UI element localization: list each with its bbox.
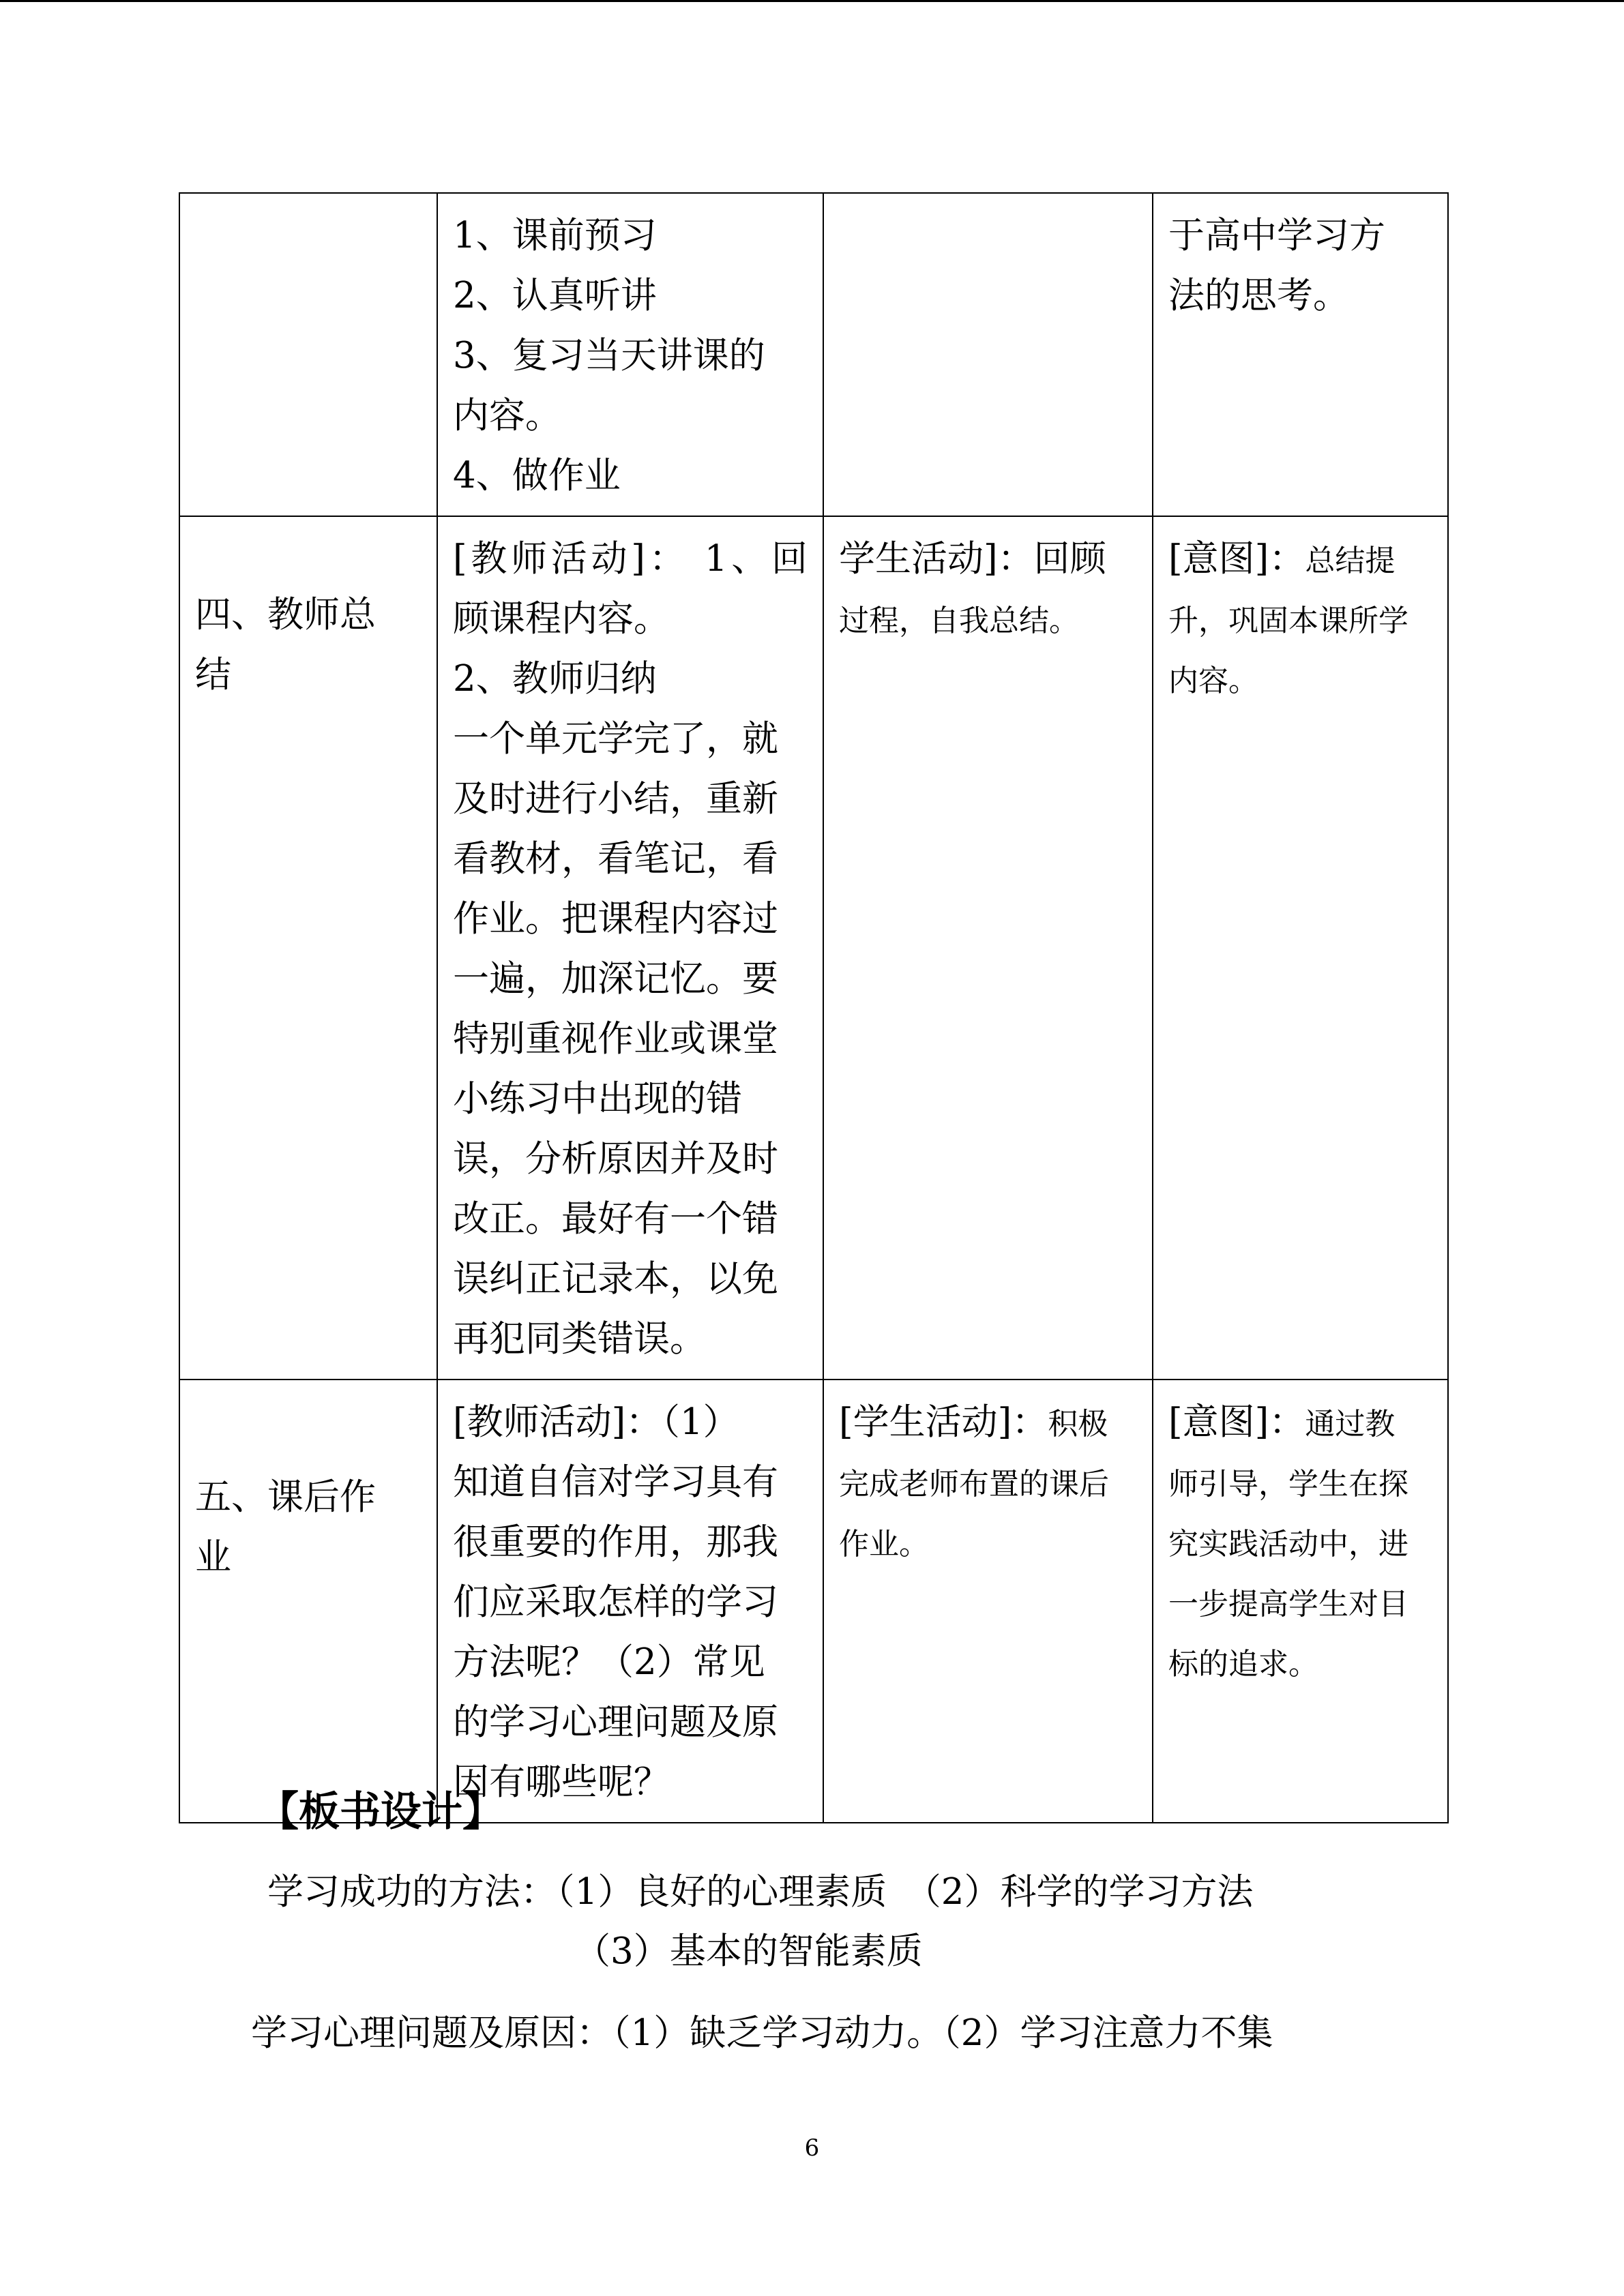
teacher-line-part: [教师活动]：: [453, 538, 690, 580]
teacher-line: 因有哪些呢？: [453, 1761, 670, 1803]
student-prefix: [学生活动]：: [839, 1401, 1048, 1443]
student-line: [839, 1392, 1137, 1455]
student-line: 作业。: [839, 1527, 929, 1562]
teacher-line: 知道自信对学习具有: [453, 1461, 778, 1503]
teacher-line-part: 1、回: [704, 538, 808, 580]
teacher-line: 方法呢？（2）常见: [453, 1641, 765, 1683]
student-activity-cell: [823, 516, 1153, 1380]
intent-line: 究实践活动中，进: [1168, 1527, 1408, 1562]
teacher-line: 误，分析原因并及时: [453, 1138, 778, 1180]
teacher-activity-cell: [437, 516, 823, 1380]
board-line-methods: 学习成功的方法：（1）良好的心理素质 （2）科学的学习方法: [267, 1871, 1254, 1913]
intent-cell: [1153, 516, 1448, 1380]
intent-prefix: [意图]：: [1168, 538, 1305, 580]
intent-line: [1168, 529, 1432, 591]
board-line-problems: 学习心理问题及原因：（1）缺乏学习动力。（2）学习注意力不集: [251, 2012, 1273, 2054]
student-line: 完成老师布置的课后: [839, 1467, 1109, 1502]
stage-label: 四、教师总: [195, 594, 376, 636]
teacher-line: 1、课前预习: [453, 215, 657, 256]
teacher-line: 特别重视作业或课堂: [453, 1018, 778, 1060]
teacher-line: 作业。把课程内容过: [453, 898, 778, 940]
teacher-line: 再犯同类错误。: [453, 1318, 706, 1360]
intent-line: 标的追求。: [1168, 1647, 1318, 1682]
student-line: [839, 529, 1137, 591]
student-line-part: 学生活动]：回顾: [839, 538, 1106, 580]
stage-label: 业: [195, 1536, 231, 1578]
intent-cell: [1153, 193, 1448, 516]
intent-line: 升，巩固本课所学: [1168, 603, 1408, 638]
student-activity-cell: [823, 1380, 1153, 1823]
teacher-line: 一遍，加深记忆。要: [453, 958, 778, 1000]
stage-cell: [179, 1380, 437, 1823]
student-line-part: 积极: [1048, 1407, 1108, 1442]
teacher-line: [453, 529, 808, 589]
intent-line: [1168, 1392, 1432, 1455]
teacher-line: 2、认真听讲: [453, 275, 657, 316]
teacher-activity-cell: [437, 193, 823, 516]
page-number: 6: [804, 2134, 820, 2162]
teacher-activity-cell: [437, 1380, 823, 1823]
stage-label: 结: [195, 654, 231, 696]
stage-label: 五、课后作: [195, 1476, 376, 1518]
teacher-line: 一个单元学完了，就: [453, 718, 778, 760]
page-top-border: [0, 0, 1624, 2]
teacher-line: 顾课程内容。: [453, 598, 670, 640]
intent-cell: [1153, 1380, 1448, 1823]
intent-line: 一步提高学生对目: [1168, 1587, 1408, 1622]
stage-cell: [179, 516, 437, 1380]
teacher-line: [教师活动]：（1）: [453, 1401, 739, 1443]
intent-line-part: 总结提: [1305, 543, 1396, 578]
intent-line: 师引导，学生在探: [1168, 1467, 1408, 1502]
teacher-line: 小练习中出现的错: [453, 1078, 742, 1120]
teacher-line: 看教材，看笔记，看: [453, 838, 778, 880]
intent-line: 法的思考。: [1168, 275, 1349, 316]
intent-prefix: [意图]：: [1168, 1401, 1305, 1443]
intent-line: 于高中学习方: [1168, 215, 1385, 256]
intent-line-part: 通过教: [1305, 1407, 1396, 1442]
table-row: [179, 516, 1448, 1380]
teacher-line: 及时进行小结，重新: [453, 778, 778, 820]
intent-line: 内容。: [1168, 664, 1258, 698]
teacher-line: 很重要的作用，那我: [453, 1521, 778, 1563]
teacher-line: 的学习心理问题及原: [453, 1701, 778, 1743]
table-row: [179, 1380, 1448, 1823]
teacher-line: 们应采取怎样的学习: [453, 1581, 778, 1623]
teacher-line: 误纠正记录本，以免: [453, 1258, 778, 1300]
table-row: [179, 193, 1448, 516]
stage-cell: [179, 193, 437, 516]
teacher-line: 3、复习当天讲课的: [453, 335, 765, 376]
teacher-line: 4、做作业: [453, 455, 621, 496]
board-design-title: 【板书设计】: [258, 1788, 503, 1836]
student-activity-cell: [823, 193, 1153, 516]
lesson-plan-table: [179, 192, 1449, 1823]
board-line-methods-cont: （3）基本的智能素质: [574, 1930, 923, 1972]
teacher-line: 2、教师归纳: [453, 658, 657, 700]
student-line: 过程，自我总结。: [839, 603, 1079, 638]
teacher-line: 内容。: [453, 395, 561, 436]
teacher-line: 改正。最好有一个错: [453, 1198, 778, 1240]
